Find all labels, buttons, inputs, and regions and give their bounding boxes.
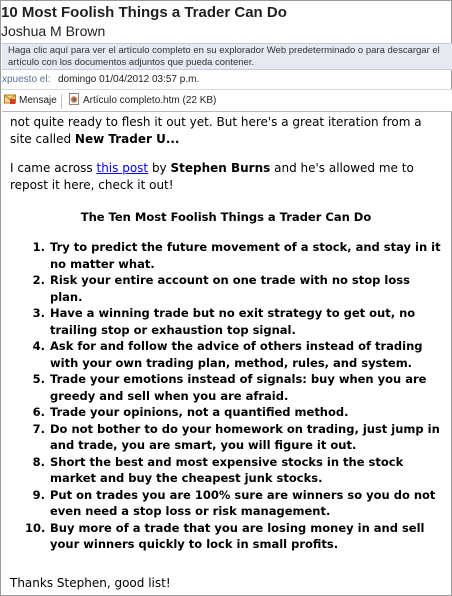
list-item xyxy=(10,338,442,371)
item-text: Risk your entire account on one trade with no stop loss plan. xyxy=(50,273,410,304)
list-item xyxy=(10,239,442,272)
body-paragraph-2 xyxy=(10,160,442,194)
sent-date-row xyxy=(1,72,451,88)
foolish-things-list xyxy=(10,239,442,553)
list-item xyxy=(10,404,442,421)
item-number: 7. xyxy=(32,421,45,436)
attachment-file[interactable] xyxy=(68,93,216,109)
item-number: 9. xyxy=(32,487,45,502)
item-text: Do not bother to do your homework on trading, just jump in and trade, you are smart, you will figure it out. xyxy=(50,421,440,452)
attachment-bar xyxy=(2,89,452,112)
item-text: Buy more of a trade that you are losing money in and sell your winners quickly to lock in small profits. xyxy=(50,520,425,551)
html-file-icon xyxy=(68,93,80,105)
item-text: Try to predict the future movement of a stock, and stay in it no matter what. xyxy=(50,240,441,271)
list-item xyxy=(10,272,442,305)
list-item xyxy=(10,487,442,520)
list-item xyxy=(10,520,442,553)
item-text: Trade your emotions instead of signals: buy when you are greedy and sell when you are afraid. xyxy=(50,372,427,403)
item-number: 6. xyxy=(32,405,45,419)
sent-value: domingo 01/04/2012 03:57 p.m. xyxy=(58,74,200,85)
body-paragraph-1 xyxy=(10,114,442,148)
attachment-separator xyxy=(61,94,62,109)
list-item xyxy=(10,421,442,454)
item-text: Ask for and follow the advice of others instead of trading with your own trading plan, method, rules, and system. xyxy=(50,339,423,370)
message-body xyxy=(10,114,442,594)
body-text: and he's allowed me to repost it here, check it out! xyxy=(10,161,414,192)
item-number: 1. xyxy=(32,240,45,254)
envelope-icon xyxy=(4,93,16,105)
item-number: 10. xyxy=(25,520,46,535)
list-item xyxy=(10,305,442,338)
item-text: Put on trades you are 100% sure are winners so you do not even need a stop loss or risk management. xyxy=(50,487,436,518)
list-item xyxy=(10,371,442,404)
closing-line: Thanks Stephen, good list! xyxy=(10,576,171,590)
author-name: Stephen Burns xyxy=(170,161,271,175)
item-number: 5. xyxy=(32,372,45,386)
site-name: New Trader U... xyxy=(74,132,180,146)
item-number: 4. xyxy=(32,339,45,353)
list-heading: The Ten Most Foolish Things a Trader Can Do xyxy=(80,210,372,224)
list-item xyxy=(10,454,442,487)
item-text: Short the best and most expensive stocks in the stock market and buy the cheapest junk stocks. xyxy=(50,454,404,485)
sent-label: xpuesto el: xyxy=(2,74,51,85)
info-bar[interactable]: Haga clic aquí para ver el artículo completo en su explorador Web predeterminado o para descargar el artículo con los documentos adjuntos que pueda contener. xyxy=(2,43,452,70)
item-number: 8. xyxy=(32,454,45,469)
attachment-file-label: Artículo completo.htm (22 KB) xyxy=(83,95,217,106)
item-text: Trade your opinions, not a quantified method. xyxy=(50,405,349,419)
message-sender: Joshua M Brown xyxy=(1,23,106,39)
message-tab-label: Mensaje xyxy=(19,95,57,106)
item-number: 3. xyxy=(32,306,45,320)
body-text: by xyxy=(148,161,171,175)
body-text: not quite ready to flesh it out yet. But here's a great iteration from a site called xyxy=(10,115,422,146)
message-tab[interactable] xyxy=(4,93,57,109)
message-subject: 10 Most Foolish Things a Trader Can Do xyxy=(1,4,287,21)
item-number: 2. xyxy=(32,273,45,287)
item-text: Have a winning trade but no exit strategy to get out, no trailing stop or exhaustion top signal. xyxy=(50,306,416,337)
post-link[interactable]: this post xyxy=(96,161,149,175)
body-text: I came across xyxy=(10,161,97,175)
